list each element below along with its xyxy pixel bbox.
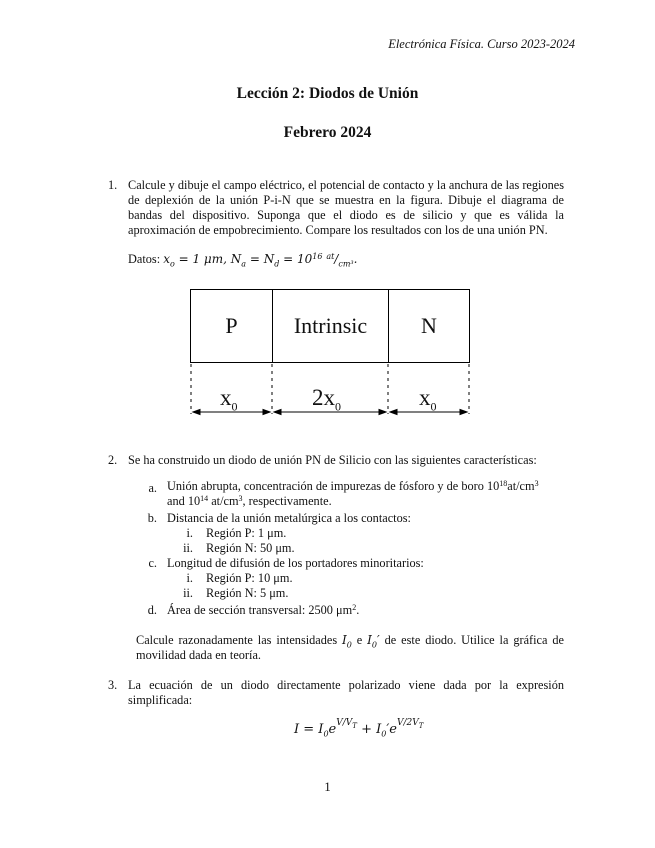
q2-item-d-label: d. [147,603,157,617]
q2-item-c-ii-label: ii. [183,586,193,600]
q3-equation: $I = I_0e^{V/V_T} + I_0'e^{V/2V_T}$ [294,718,424,739]
q2-item-a: Unión abrupta, concentración de impurezas de fósforo y de boro $10^{18}at/cm^3$ and $10^{14}$ $at/cm^3$, respectivamente. [167,479,539,508]
q2-item-b: Distancia de la unión metalúrgica a los contactos: [167,511,411,525]
q2-item-c: Longitud de difusión de los portadores minoritarios: [167,556,424,570]
page-date: Febrero 2024 [283,124,372,141]
q3-number: 3. [108,678,118,692]
q2-item-d: Área de sección transversal: 2500 $\mu m^2$. [167,603,360,617]
region-n: N [388,289,470,363]
q1-datos [128,252,564,267]
q2-item-b-ii-label: ii. [183,541,193,555]
q2-text: Se ha construido un diodo de unión PN de Silicio con las siguientes características: [128,453,537,467]
q2-item-b-ii: Región N: 50 μm. [206,541,295,555]
width-label-p: $x_0$ [220,385,238,414]
q2-current-i0: $I_0$ [342,633,352,650]
q2-item-c-label: c. [148,556,157,570]
q2-item-c-i-label: i. [186,571,193,585]
q3-text: La ecuación de un diodo directamente polarizado viene dada por la expresión simplificada: [128,678,564,707]
q2-item-b-label: b. [147,511,157,525]
width-label-n: $x_0$ [419,385,437,414]
q1-text: Calcule y dibuje el campo eléctrico, el potencial de contacto y la anchura de las regiones de deplexión de la unión P-i-N que se muestra en la figura. Dibuje el diagrama de bandas del dispositivo. Suponga que el diodo es de silicio y que es válida la aproximación de empobrecimiento. Compare los resultados con los de una unión PN. [128,178,564,237]
region-intrinsic: Intrinsic [272,289,389,363]
q2-item-a-label: a. [148,481,157,495]
header-course: Electrónica Física. Curso 2023-2024 [388,37,575,51]
q2-number: 2. [108,453,118,467]
q2-current-i0-prime: $I_0'$ [367,633,380,650]
region-p: P [190,289,273,363]
page-title: Lección 2: Diodos de Unión [236,85,419,102]
q1-datos-equation: $x_o = 1$ μm, $N_a = N_d = 10^{16}$ $^{at}/_{cm^3}$. [163,252,358,269]
q2-item-c-i: Región P: 10 μm. [206,571,293,585]
q2-item-c-ii: Región N: 5 μm. [206,586,289,600]
q2-calc: Calcule razonadamente las intensidades $I_0$ e $I_0'$ de este diodo. Utilice la gráfica de movilidad dada en teoría. [136,633,564,662]
q1-datos-label: Datos: [128,252,161,266]
width-label-intrinsic: $2x_0$ [312,385,341,414]
q2-item-b-i: Región P: 1 μm. [206,526,287,540]
q2-item-b-i-label: i. [186,526,193,540]
page-number: 1 [324,779,331,794]
q1-number: 1. [108,178,118,192]
